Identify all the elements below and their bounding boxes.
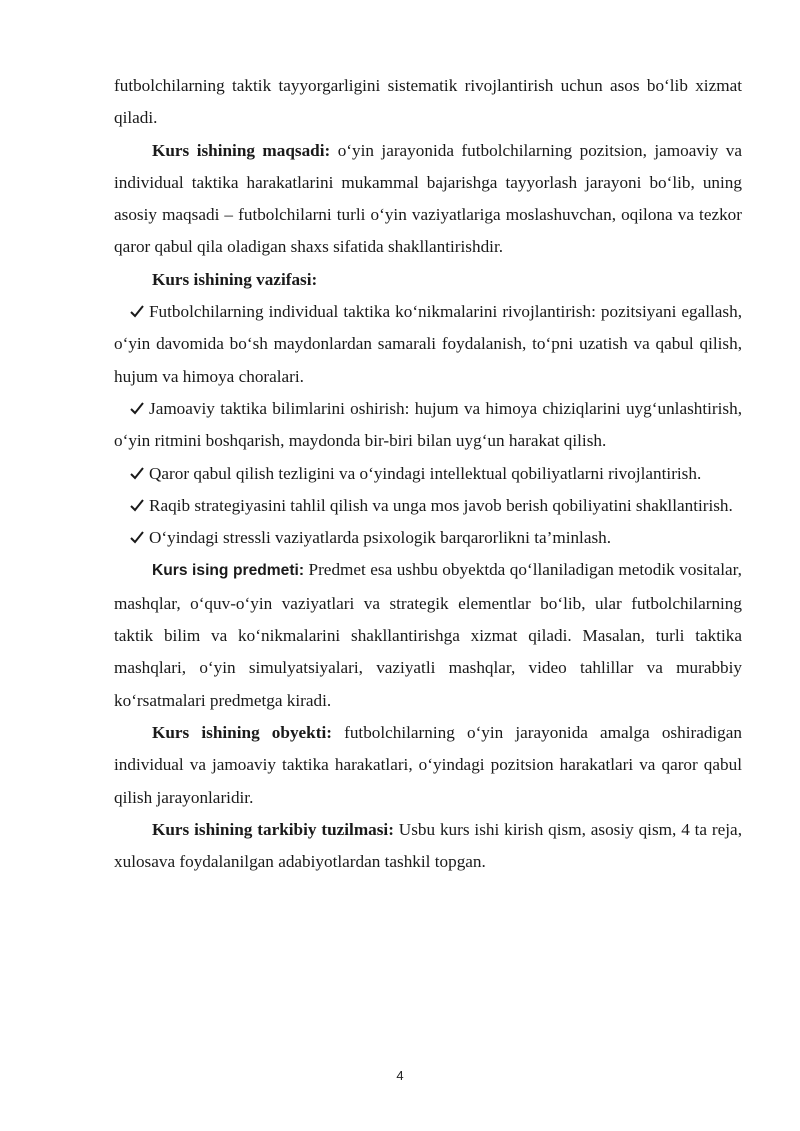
task-item-text: O‘yindagi stressli vaziyatlarda psixologik barqarorlikni ta’minlash. (149, 528, 612, 548)
task-item (114, 522, 742, 554)
task-item (114, 393, 742, 458)
intro-paragraph: futbolchilarning taktik tayyorgarligini sistematik rivojlantirish uchun asos bo‘lib xizmat qiladi. (114, 76, 742, 128)
object-text: futbolchilarning o‘yin jarayonida amalga oshiradigan individual va jamoaviy taktika harakatlari, o‘yindagi pozitsion harakatlari va qaror qabul qilish jarayonlaridir. (114, 722, 743, 807)
goal-heading: Kurs ishining maqsadi: (152, 140, 331, 160)
task-item-text: Jamoaviy taktika bilimlarini oshirish: hujum va himoya chiziqlarini uyg‘unlashtirish, o‘yin ritmini boshqarish, maydonda bir-biri bilan uyg‘un harakat qilish. (114, 398, 742, 451)
subject-text: Predmet esa ushbu obyektda qo‘llaniladigan metodik vositalar, mashqlar, o‘quv-o‘yin vaziyatlari va strategik elementlar bo‘lib, ular futbolchilarning taktik bilim va ko‘nikmalarini shakllantirishga xizmat qiladi. Masalan, turli taktika mashqlari, o‘yin simulyatsiyalari, vaziyatli mashqlar, video tahlillar va murabbiy ko‘rsatmalari predmetga kiradi. (114, 560, 742, 710)
checkmark-icon (130, 522, 145, 554)
subject-paragraph (114, 554, 742, 716)
checkmark-icon (130, 458, 145, 490)
object-heading: Kurs ishining obyekti: (152, 722, 332, 742)
page-number: 4 (396, 1068, 404, 1083)
checkmark-icon (130, 490, 145, 522)
tasks-heading: Kurs ishining vazifasi: (152, 269, 318, 289)
document-body (114, 70, 742, 878)
task-item-text: Futbolchilarning individual taktika ko‘nikmalarini rivojlantirish: pozitsiyani egallash, o‘yin davomida bo‘sh maydonlardan samarali foydalanish, to‘pni uzatish va qabul qilish, hujum va himoya choralari. (114, 302, 742, 386)
checkmark-icon (130, 296, 145, 328)
task-item (114, 296, 742, 393)
checkmark-icon (130, 393, 145, 425)
subject-heading: Kurs ising predmeti: (152, 562, 305, 580)
object-paragraph (114, 717, 742, 814)
task-item (114, 458, 742, 490)
structure-heading: Kurs ishining tarkibiy tuzilmasi: (152, 819, 394, 839)
goal-text: o‘yin jarayonida futbolchilarning pozitsion, jamoaviy va individual taktika harakatlarini mukammal bajarishga tayyorlash jarayoni bo‘lib, uning asosiy maqsadi – futbolchilarni turli o‘yin vaziyatlariga moslashuvchan, oqilona va tezkor qaror qabul qila oladigan shaxs sifatida shakllantirishdir. (114, 140, 742, 257)
structure-text: Usbu kurs ishi kirish qism, asosiy qism, 4 ta reja, xulosava foydalanilgan adabiyotlardan tashkil topgan. (114, 819, 742, 872)
task-item-text: Raqib strategiyasini tahlil qilish va unga mos javob berish qobiliyatini shakllantirish. (149, 495, 733, 515)
task-item-text: Qaror qabul qilish tezligini va o‘yindagi intellektual qobiliyatlarni rivojlantirish. (149, 463, 702, 483)
task-item (114, 490, 742, 522)
goal-paragraph (114, 135, 742, 264)
structure-paragraph (114, 814, 742, 879)
tasks-heading-paragraph (114, 264, 742, 296)
